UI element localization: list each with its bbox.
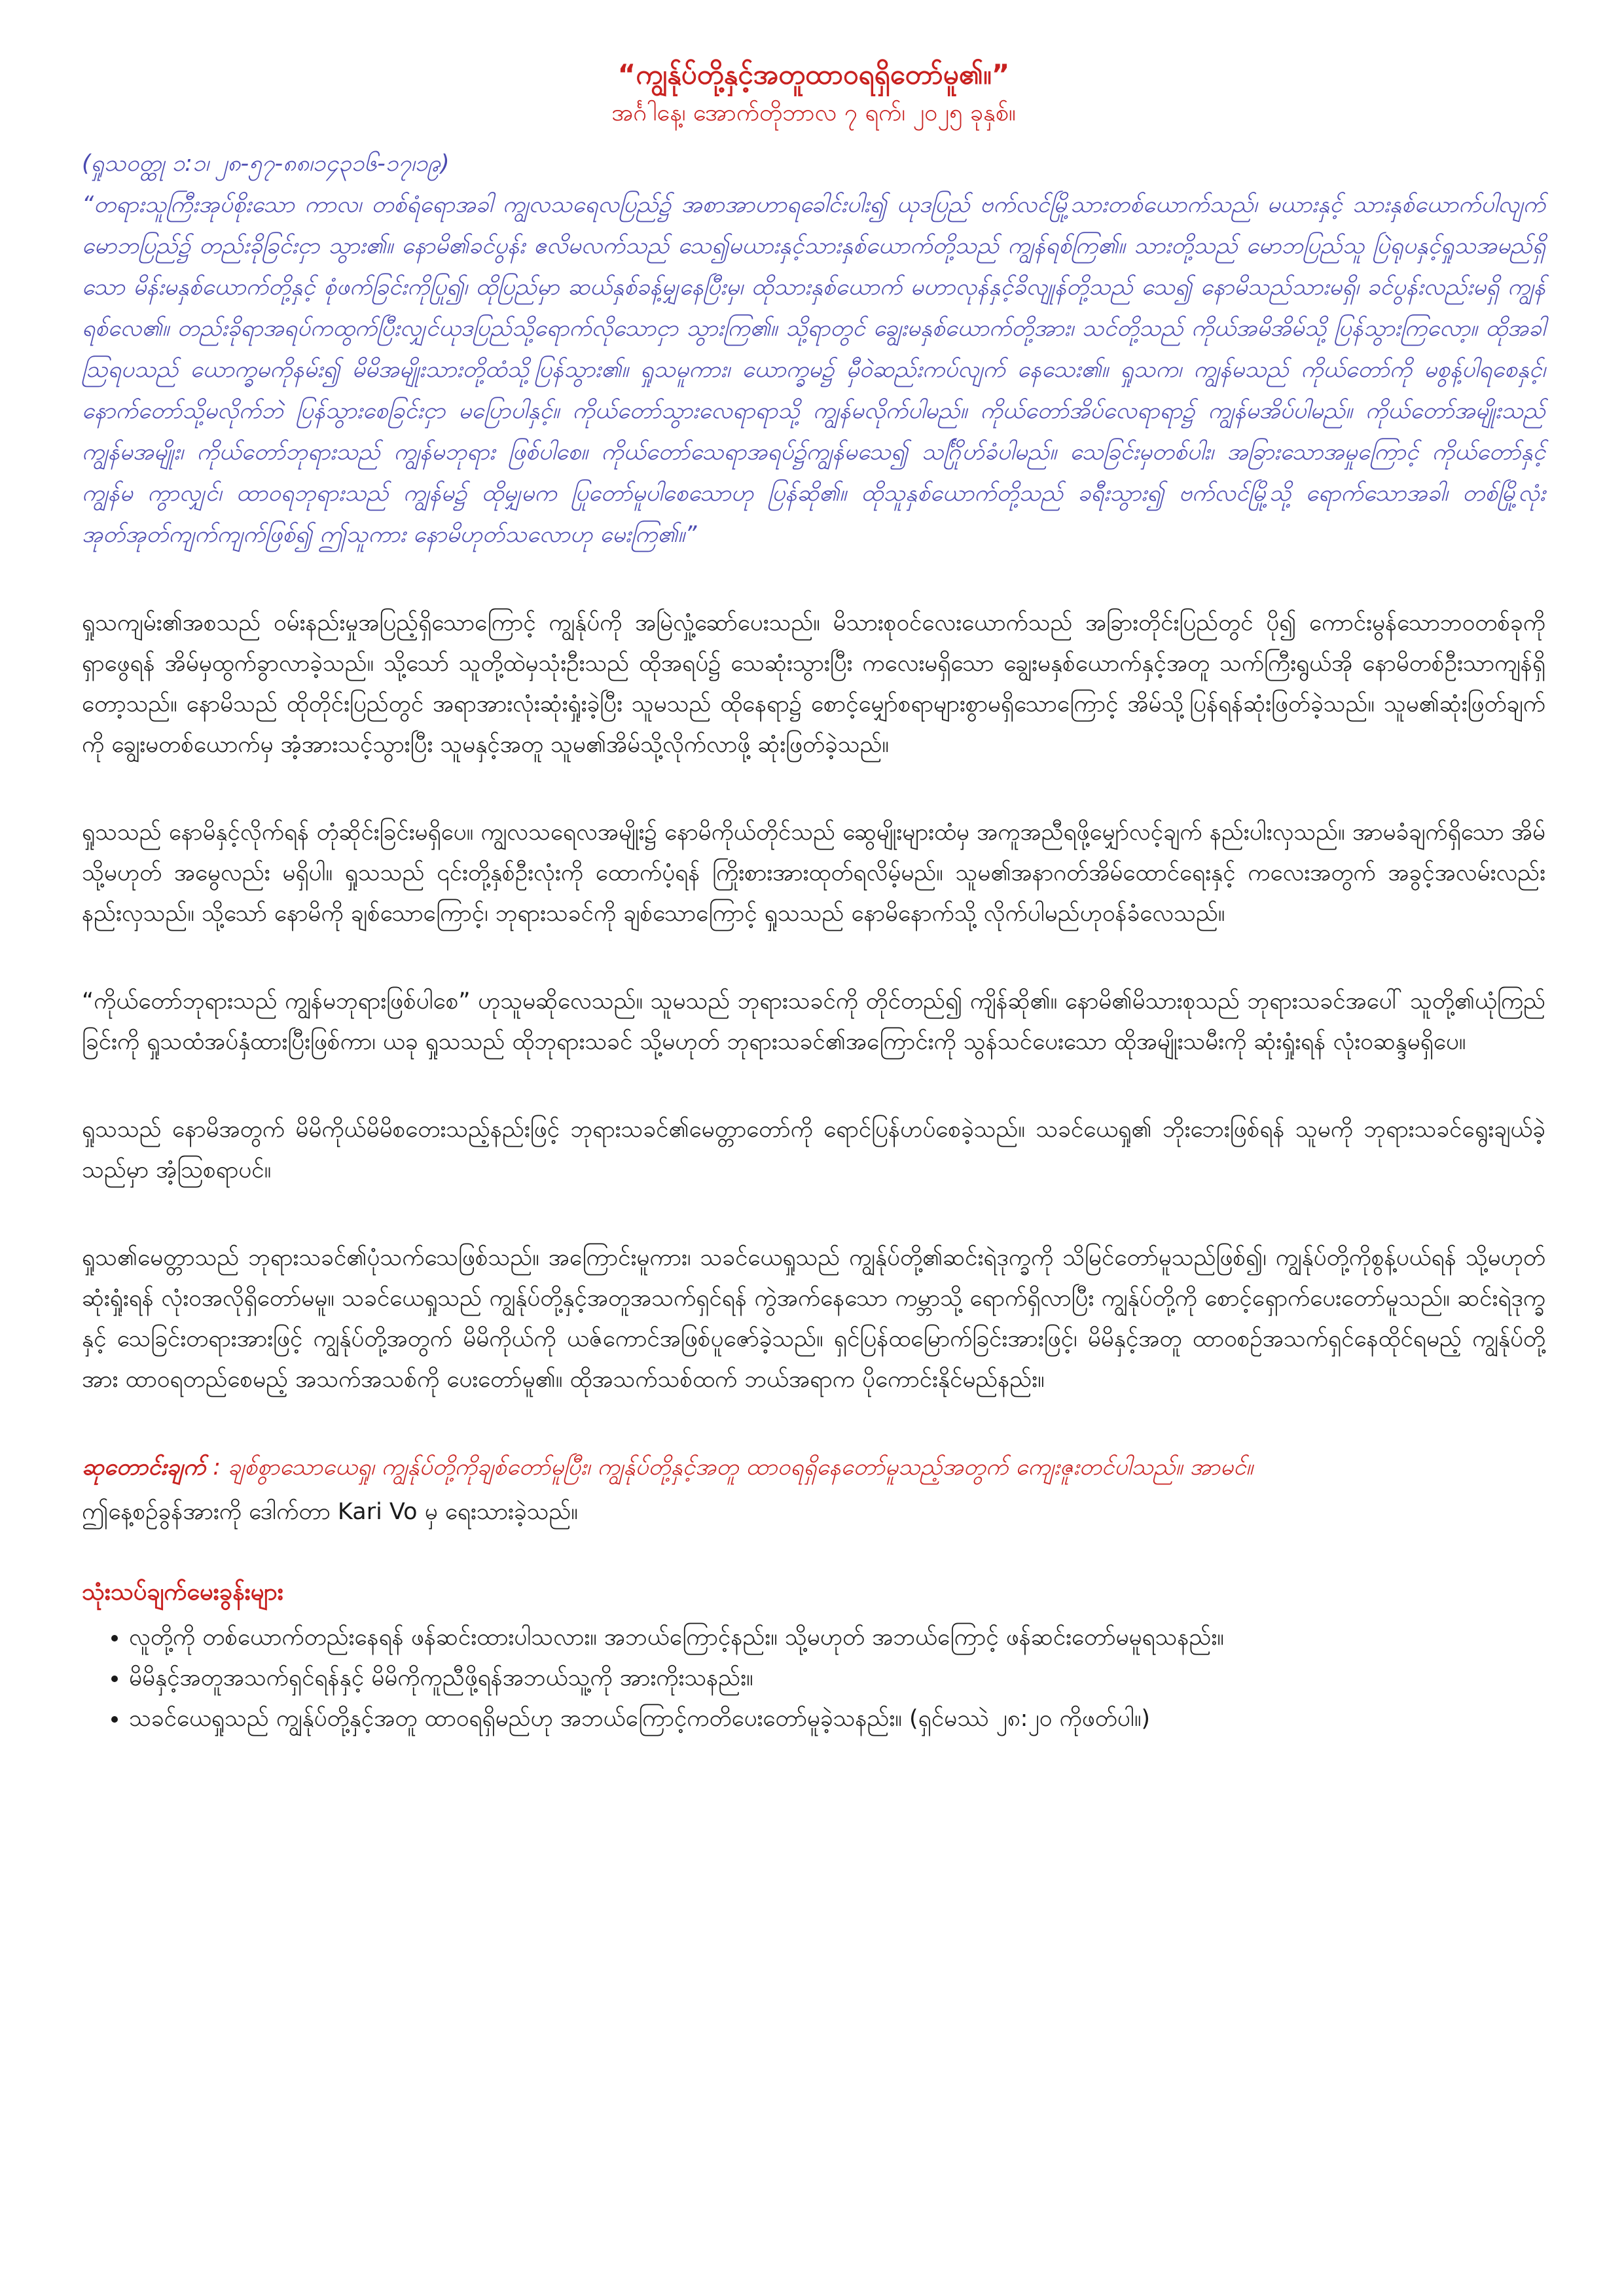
question-item: • သခင်ယေရှုသည် ကျွန်ုပ်တို့နှင့်အတူ ထာဝရရှိမည်ဟု အဘယ်ကြောင့်ကတိပေးတော်မူခဲ့သနည်း။ (ရှင်မဿဲ ၂၈:၂၀ ကိုဖတ်ပါ။) xyxy=(129,1698,1545,1739)
paragraph-5: ရှုသ၏မေတ္တာသည် ဘုရားသခင်၏ပုံသက်သေဖြစ်သည်။ အကြောင်းမူကား၊ သခင်ယေရှုသည် ကျွန်ုပ်တို့၏ဆင်းရဲဒုက္ခကို သိမြင်တော်မူသည်ဖြစ်၍၊ ကျွန်ုပ်တို့ကိုစွန့်ပယ်ရန် သို့မဟုတ် ဆုံးရှုံးရန် လုံးဝအလိုရှိတော်မမူ။ သခင်ယေရှုသည် ကျွန်ုပ်တို့နှင့်အတူအသက်ရှင်ရန် ကွဲအက်နေသော ကမ္ဘာသို့ ရောက်ရှိလာပြီး ကျွန်ုပ်တို့ကို စောင့်ရှောက်ပေးတော်မူသည်။ ဆင်းရဲဒုက္ခနှင့် သေခြင်းတရားအားဖြင့် ကျွန်ုပ်တို့အတွက် မိမိကိုယ်ကို ယဇ်ကောင်အဖြစ်ပူဇော်ခဲ့သည်။ ရှင်ပြန်ထမြောက်ခြင်းအားဖြင့်၊ မိမိနှင့်အတူ ထာဝစဉ်အသက်ရှင်နေထိုင်ရမည့် ကျွန်ုပ်တို့အား ထာဝရတည်စေမည့် အသက်အသစ်ကို ပေးတော်မူ၏။ ထိုအသက်သစ်ထက် ဘယ်အရာက ပိုကောင်းနိုင်မည်နည်း။ xyxy=(82,1245,1545,1393)
question-item: • လူတို့ကို တစ်ယောက်တည်းနေရန် ဖန်ဆင်းထားပါသလား။ အဘယ်ကြောင့်နည်း။ သို့မဟုတ် အဘယ်ကြောင့် ဖန်ဆင်းတော်မမူရသနည်း။ xyxy=(129,1617,1545,1658)
scripture-quote xyxy=(82,143,1545,556)
paragraph-4: ရှုသသည် နောမိအတွက် မိမိကိုယ်မိမိစတေးသည့်နည်းဖြင့် ဘုရားသခင်၏မေတ္တာတော်ကို ရောင်ပြန်ဟပ်စေခဲ့သည်။ သခင်ယေရှု၏ ဘိုးဘေးဖြစ်ရန် သူမကို ဘုရားသခင်ရွေးချယ်ခဲ့သည်မှာ အံ့ဩစရာပင်။ xyxy=(82,1117,1545,1183)
question-item: • မိမိနှင့်အတူအသက်ရှင်ရန်နှင့် မိမိကိုကူညီဖို့ရန်အဘယ်သူ့ကို အားကိုးသနည်း။ xyxy=(129,1658,1545,1698)
paragraph-1: ရှုသကျမ်း၏အစသည် ဝမ်းနည်းမှုအပြည့်ရှိသောကြောင့် ကျွန်ုပ်ကို အမြဲလှုံ့ဆော်ပေးသည်။ မိသားစုဝင်လေးယောက်သည် အခြားတိုင်းပြည်တွင် ပို၍ ကောင်းမွန်သောဘဝတစ်ခုကို ရှာဖွေရန် အိမ်မှထွက်ခွာလာခဲ့သည်။ သို့သော် သူတို့ထဲမှသုံးဦးသည် ထိုအရပ်၌ သေဆုံးသွားပြီး ကလေးမရှိသော ချွေးမနှစ်ယောက်နှင့်အတူ သက်ကြီးရွယ်အို နောမိတစ်ဦးသာကျန်ရှိတော့သည်။ နောမိသည် ထိုတိုင်းပြည်တွင် အရာအားလုံးဆုံးရှုံးခဲ့ပြီး သူမသည် ထိုနေရာ၌ စောင့်မျှော်စရာများစွာမရှိသောကြောင့် အိမ်သို့ပြန်ရန်ဆုံးဖြတ်ခဲ့သည်။ သူမ၏ဆုံးဖြတ်ချက်ကို ချွေးမတစ်ယောက်မှ အံ့အားသင့်သွားပြီး သူမနှင့်အတူ သူမ၏အိမ်သို့လိုက်လာဖို့ ဆုံးဖြတ်ခဲ့သည်။ xyxy=(82,610,1545,758)
paragraph-3: “ကိုယ်တော်ဘုရားသည် ကျွန်မဘုရားဖြစ်ပါစေ” ဟုသူမဆိုလေသည်။ သူမသည် ဘုရားသခင်ကို တိုင်တည်၍ ကျိန်ဆို၏။ နောမိ၏မိသားစုသည် ဘုရားသခင်အပေါ် သူတို့၏ယုံကြည်ခြင်းကို ရှုသထံအပ်နှံထားပြီးဖြစ်ကာ၊ ယခု ရှုသသည် ထိုဘုရားသခင် သို့မဟုတ် ဘုရားသခင်၏အကြောင်းကို သွန်သင်ပေးသော ထိုအမျိုးသမီးကို ဆုံးရှုံးရန် လုံးဝဆန္ဒမရှိပေ။ xyxy=(82,988,1545,1055)
questions-title: သုံးသပ်ချက်မေးခွန်းများ xyxy=(82,1579,283,1605)
page-title: “ကျွန်ုပ်တို့နှင့်အတူထာဝရရှိတော်မူ၏။” xyxy=(617,58,1010,90)
author-line: ဤနေ့စဉ်ခွန်အားကို ဒေါက်တာ Kari Vo မှ ရေးသားခဲ့သည်။ xyxy=(82,1499,578,1525)
prayer-text: ချစ်စွာသောယေရှု၊ ကျွန်ုပ်တို့ကိုချစ်တော်မူပြီး၊ ကျွန်ုပ်တို့နှင့်အတူ ထာဝရရှိနေတော်မူသည့်အတွက် ကျေးဇူးတင်ပါသည်။ အာမင်။ xyxy=(228,1454,1254,1480)
prayer-label: ဆုတောင်းချက် xyxy=(82,1454,206,1480)
date-line: အင်္ဂါနေ့၊ အောက်တိုဘာလ ၇ ရက်၊ ၂၀၂၅ ခုနှစ်။ xyxy=(611,99,1016,126)
scripture-reference: (ရှုသဝတ္ထု ၁:၁၊ ၂၈-၅၇-၈၈၊၁၄၃၁၆-၁၇၊၁၉) xyxy=(82,151,450,177)
paragraph-2: ရှုသသည် နောမိနှင့်လိုက်ရန် တုံဆိုင်းခြင်းမရှိပေ။ ကျွလသရေလအမျိုး၌ နောမိကိုယ်တိုင်သည် ဆွေမျိုးများထံမှ အကူအညီရဖို့မျှော်လင့်ချက် နည်းပါးလှသည်။ အာမခံချက်ရှိသော အိမ် သို့မဟုတ် အမွေလည်း မရှိပါ။ ရှုသသည် ၎င်းတို့နှစ်ဦးလုံးကို ထောက်ပံ့ရန် ကြိုးစားအားထုတ်ရလိမ့်မည်။ သူမ၏အနာဂတ်အိမ်ထောင်ရေးနှင့် ကလေးအတွက် အခွင့်အလမ်းလည်း နည်းလှသည်။ သို့သော် နောမိကို ချစ်သောကြောင့်၊ ဘုရားသခင်ကို ချစ်သောကြောင့် ရှုသသည် နောမိနောက်သို့ လိုက်ပါမည်ဟုဝန်ခံလေသည်။ xyxy=(82,819,1545,927)
questions-list xyxy=(82,1617,1545,1739)
prayer-separator: : xyxy=(213,1454,221,1480)
scripture-text: “တရားသူကြီးအုပ်စိုးသော ကာလ၊ တစ်ရံရောအခါ ကျွလသရေလပြည်၌ အစာအာဟာရခေါင်းပါး၍ ယုဒပြည် ဗက်လင်မြို့သားတစ်ယောက်သည်၊ မယားနှင့် သားနှစ်ယောက်ပါလျက် မောဘပြည်၌ တည်းခိုခြင်းငှာ သွား၏။ နောမိ၏ခင်ပွန်း ဧလိမလက်သည် သေ၍မယားနှင့်သားနှစ်ယောက်တို့သည် ကျွန်ရစ်ကြ၏။ သားတို့သည် မောဘပြည်သူ ပြဲရုပနှင့်ရှုသအမည်ရှိသော မိန်းမနှစ်ယောက်တို့နှင့် စုံဖက်ခြင်းကိုပြု၍၊ ထိုပြည်မှာ ဆယ်နှစ်ခန့်မျှနေပြီးမှ၊ ထိုသားနှစ်ယောက် မဟာလုန်နှင့်ခိလျုန်တို့သည် သေ၍ နောမိသည်သားမရှိ၊ ခင်ပွန်းလည်းမရှိ ကျွန်ရစ်လေ၏။ တည်းခိုရာအရပ်ကထွက်ပြီးလျှင်ယုဒပြည်သို့ရောက်လိုသောငှာ သွားကြ၏။ သို့ရာတွင် ချွေးမနှစ်ယောက်တို့အား၊ သင်တို့သည် ကိုယ်အမိအိမ်သို့ ပြန်သွားကြလော့။ ထိုအခါဩရပသည် ယောက္ခမကိုနမ်း၍ မိမိအမျိုးသားတို့ထံသို့ပြန်သွား၏။ ရှုသမူကား၊ ယောက္ခမ၌ မှီဝဲဆည်းကပ်လျက် နေသေး၏။ ရှုသက၊ ကျွန်မသည် ကိုယ်တော်ကို မစွန့်ပါရစေနှင့်၊ နောက်တော်သို့မလိုက်ဘဲ ပြန်သွားစေခြင်းငှာ မပြောပါနှင့်။ ကိုယ်တော်သွားလေရာရာသို့ ကျွန်မလိုက်ပါမည်။ ကိုယ်တော်အိပ်လေရာရာ၌ ကျွန်မအိပ်ပါမည်။ ကိုယ်တော်အမျိုးသည် ကျွန်မအမျိုး၊ ကိုယ်တော်ဘုရားသည် ကျွန်မဘုရား ဖြစ်ပါစေ။ ကိုယ်တော်သေရာအရပ်၌ကျွန်မသေ၍ သင်္ဂြိုဟ်ခံပါမည်။ သေခြင်းမှတစ်ပါး၊ အခြားသောအမှုကြောင့် ကိုယ်တော်နှင့်ကျွန်မ ကွာလျှင်၊ ထာဝရဘုရားသည် ကျွန်မ၌ ထိုမျှမက ပြုတော်မူပါစေသောဟု ပြန်ဆို၏။ ထိုသူနှစ်ယောက်တို့သည် ခရီးသွား၍ ဗက်လင်မြို့သို့ ရောက်သောအခါ၊ တစ်မြို့လုံး အုတ်အုတ်ကျက်ကျက်ဖြစ်၍ ဤသူကား နောမိဟုတ်သလောဟု မေးကြ၏။” xyxy=(82,192,1545,548)
prayer xyxy=(82,1447,1545,1488)
